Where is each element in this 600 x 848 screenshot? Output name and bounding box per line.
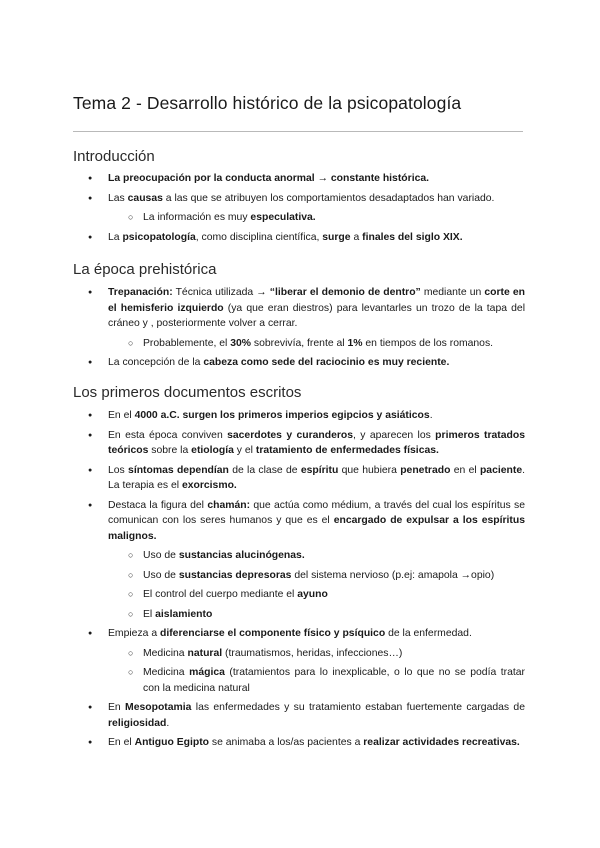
text: Probablemente, el — [143, 337, 231, 349]
bold-text: cabeza como sede del raciocinio es muy reciente. — [203, 357, 450, 368]
section-heading-documentos: Los primeros documentos escritos — [73, 384, 302, 401]
text: . — [429, 410, 433, 421]
text: En el — [108, 410, 135, 421]
text: En — [108, 702, 126, 713]
list-item — [73, 191, 525, 207]
bold-text: diferenciarse el componente físico y psíquico — [159, 628, 386, 639]
bold-text: síntomas dependían — [128, 464, 229, 476]
section-list-documentos — [73, 408, 525, 755]
text: de la clase de — [228, 464, 301, 476]
bold-text: surge — [322, 231, 351, 243]
list-item — [73, 285, 525, 332]
text: . — [166, 717, 170, 729]
bold-text: exorcismo. — [181, 480, 237, 491]
bold-text: finales del siglo XIX. — [362, 231, 463, 243]
page-title: Tema 2 - Desarrollo histórico de la psicopatología — [73, 93, 462, 113]
text: Destaca la figura del — [108, 499, 208, 511]
text: El — [143, 608, 156, 620]
text: sobrevivía, frente al — [251, 337, 348, 349]
text: Los — [108, 464, 129, 476]
text: mediante un — [420, 287, 485, 298]
list-item — [73, 428, 525, 459]
bold-text: Trepanación: — [108, 287, 173, 298]
section-list-prehistoria — [73, 285, 525, 375]
bold-text: 30% — [230, 337, 252, 349]
list-item — [73, 355, 525, 371]
bold-text: encargado de expulsar a los espíritus malignos. — [108, 515, 526, 542]
list-item — [73, 463, 525, 494]
text: a las que se atribuyen los comportamientos desadaptados han variado. — [162, 192, 495, 204]
bold-text: paciente — [479, 464, 523, 476]
section-heading-prehistoria: La época prehistórica — [73, 261, 217, 278]
text: que hubiera — [338, 464, 401, 476]
list-item — [73, 498, 525, 545]
bold-text: 1% — [347, 337, 363, 349]
text: Empieza a — [108, 628, 160, 639]
sub-list-item — [73, 210, 525, 226]
text: En esta época conviven — [108, 429, 228, 441]
title-divider — [73, 131, 523, 132]
bold-text: ayuno — [297, 589, 328, 600]
text: Uso de — [143, 550, 179, 561]
sub-list-item — [73, 568, 525, 584]
text: Uso de — [143, 569, 179, 581]
list-item — [73, 408, 525, 424]
bold-text: penetrado — [400, 464, 451, 476]
bold-text: “liberar el demonio de dentro” — [269, 287, 421, 298]
bold-text: Mesopotamia — [125, 702, 192, 713]
bold-text: causas — [127, 192, 163, 204]
text: Medicina — [143, 647, 188, 659]
text: Técnica utilizada → — [172, 287, 270, 298]
sub-list-item — [73, 548, 525, 564]
text: La concepción de la — [108, 357, 204, 368]
text: , como disciplina científica, — [195, 231, 323, 243]
sub-list-item — [73, 336, 525, 352]
sub-list-item — [73, 587, 525, 603]
bold-text: etiología — [191, 445, 234, 456]
bold-text: religiosidad — [108, 717, 167, 729]
text: se animaba a los/as pacientes a — [209, 737, 364, 748]
text: y el — [233, 445, 256, 456]
sub-list-item — [73, 665, 525, 696]
bold-text: La preocupación por la conducta anormal → constante histórica. — [108, 173, 430, 184]
bold-text: corte en el hemisferio izquierdo — [108, 287, 525, 314]
text: Las — [108, 192, 128, 204]
text: (traumatismos, heridas, infecciones…) — [222, 647, 403, 659]
list-item — [73, 171, 525, 187]
text: de la enfermedad. — [385, 628, 472, 639]
list-item — [73, 230, 525, 246]
bold-text: sustancias depresoras — [178, 569, 292, 581]
text: las enfermedades y su tratamiento estaban fuertemente cargadas de — [191, 702, 525, 713]
text: a — [350, 231, 363, 243]
text: La información es muy — [143, 212, 251, 223]
bold-text: 4000 a.C. surgen los primeros imperios egipcios y asiáticos — [134, 410, 430, 421]
bold-text: natural — [187, 647, 223, 659]
bold-text: espíritu — [300, 464, 339, 476]
bold-text: chamán: — [207, 499, 251, 511]
list-item — [73, 735, 525, 751]
text: que actúa como médium, a través del cual los espíritus se comunican con los seres humanos y que es el — [108, 499, 525, 526]
bold-text: realizar actividades recreativas. — [363, 737, 520, 748]
text: en el — [450, 464, 480, 476]
text: (tratamientos para lo inexplicable, o lo que no se podía tratar con la medicina natural — [143, 667, 525, 694]
bold-text: sacerdotes y curanderos — [227, 429, 354, 441]
bold-text: aislamiento — [155, 608, 213, 620]
bold-text: tratamiento de enfermedades físicas. — [255, 445, 439, 456]
bold-text: primeros tratados teóricos — [108, 429, 525, 456]
text: En el — [108, 737, 135, 748]
text: (ya que eran diestros) para levantarles un trozo de la tapa del cráneo y , posteriormente volver a cerrar. — [108, 302, 525, 329]
text: en tiempos de los romanos. — [362, 337, 494, 349]
bold-text: especulativa. — [250, 212, 316, 223]
list-item — [73, 700, 525, 731]
text: sobre la — [148, 445, 192, 456]
text: , y aparecen los — [353, 429, 436, 441]
list-item — [73, 626, 525, 642]
text: . La terapia es el — [108, 464, 525, 491]
text: La — [108, 231, 123, 243]
sub-list-item — [73, 607, 525, 623]
text: El control del cuerpo mediante el — [143, 589, 298, 600]
sub-list-item — [73, 646, 525, 662]
bold-text: psicopatología — [122, 231, 196, 243]
text: Medicina — [143, 667, 190, 678]
text: del sistema nervioso (p.ej: amapola →opio) — [291, 569, 495, 581]
bold-text: sustancias alucinógenas. — [178, 550, 305, 561]
section-list-introduccion — [73, 171, 525, 249]
bold-text: mágica — [189, 667, 225, 678]
bold-text: Antiguo Egipto — [134, 737, 210, 748]
section-heading-introduccion: Introducción — [73, 148, 155, 165]
